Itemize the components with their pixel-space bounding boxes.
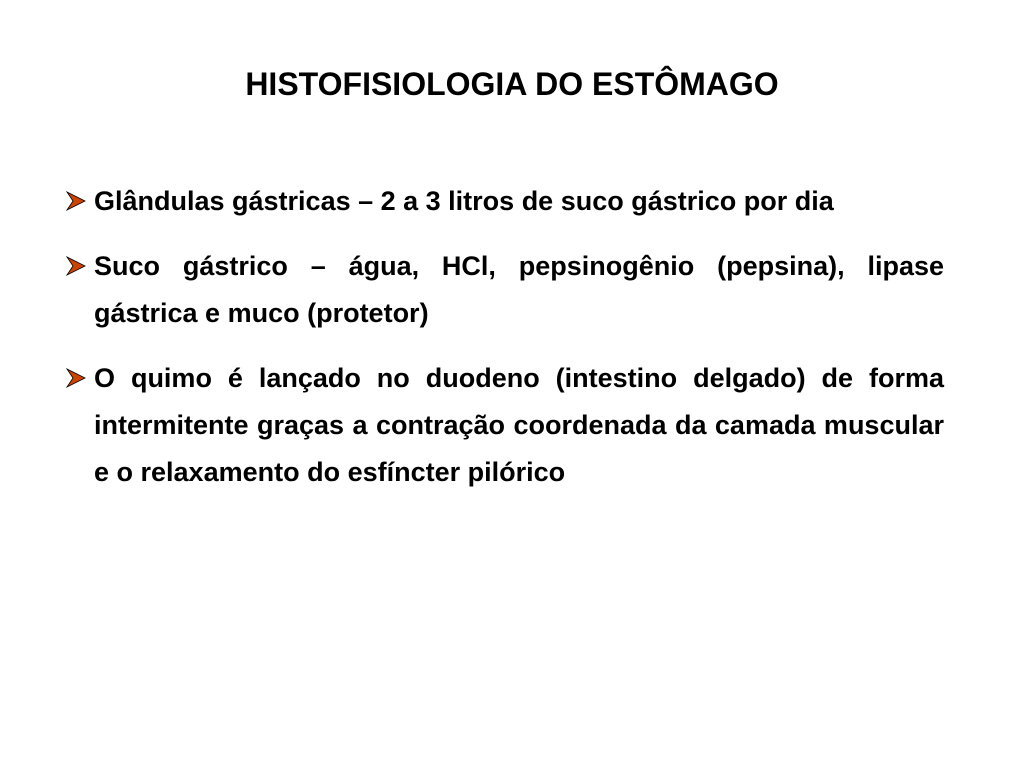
bullet-list	[64, 178, 944, 514]
bullet-text: Glândulas gástricas – 2 a 3 litros de suco gástrico por dia	[94, 186, 834, 216]
bullet-text: O quimo é lançado no duodeno (intestino delgado) de forma intermitente graças a contração coordenada da camada muscular e o relaxamento do esfíncter pilórico	[94, 363, 944, 487]
slide-title: HISTOFISIOLOGIA DO ESTÔMAGO	[245, 66, 779, 102]
arrow-bullet-icon	[64, 366, 88, 390]
bullet-item	[64, 243, 944, 337]
arrow-bullet-icon	[64, 189, 88, 213]
bullet-item	[64, 178, 944, 225]
arrow-bullet-icon	[64, 254, 88, 278]
bullet-text: Suco gástrico – água, HCl, pepsinogênio (pepsina), lipase gástrica e muco (protetor)	[94, 251, 944, 328]
bullet-item	[64, 355, 944, 496]
